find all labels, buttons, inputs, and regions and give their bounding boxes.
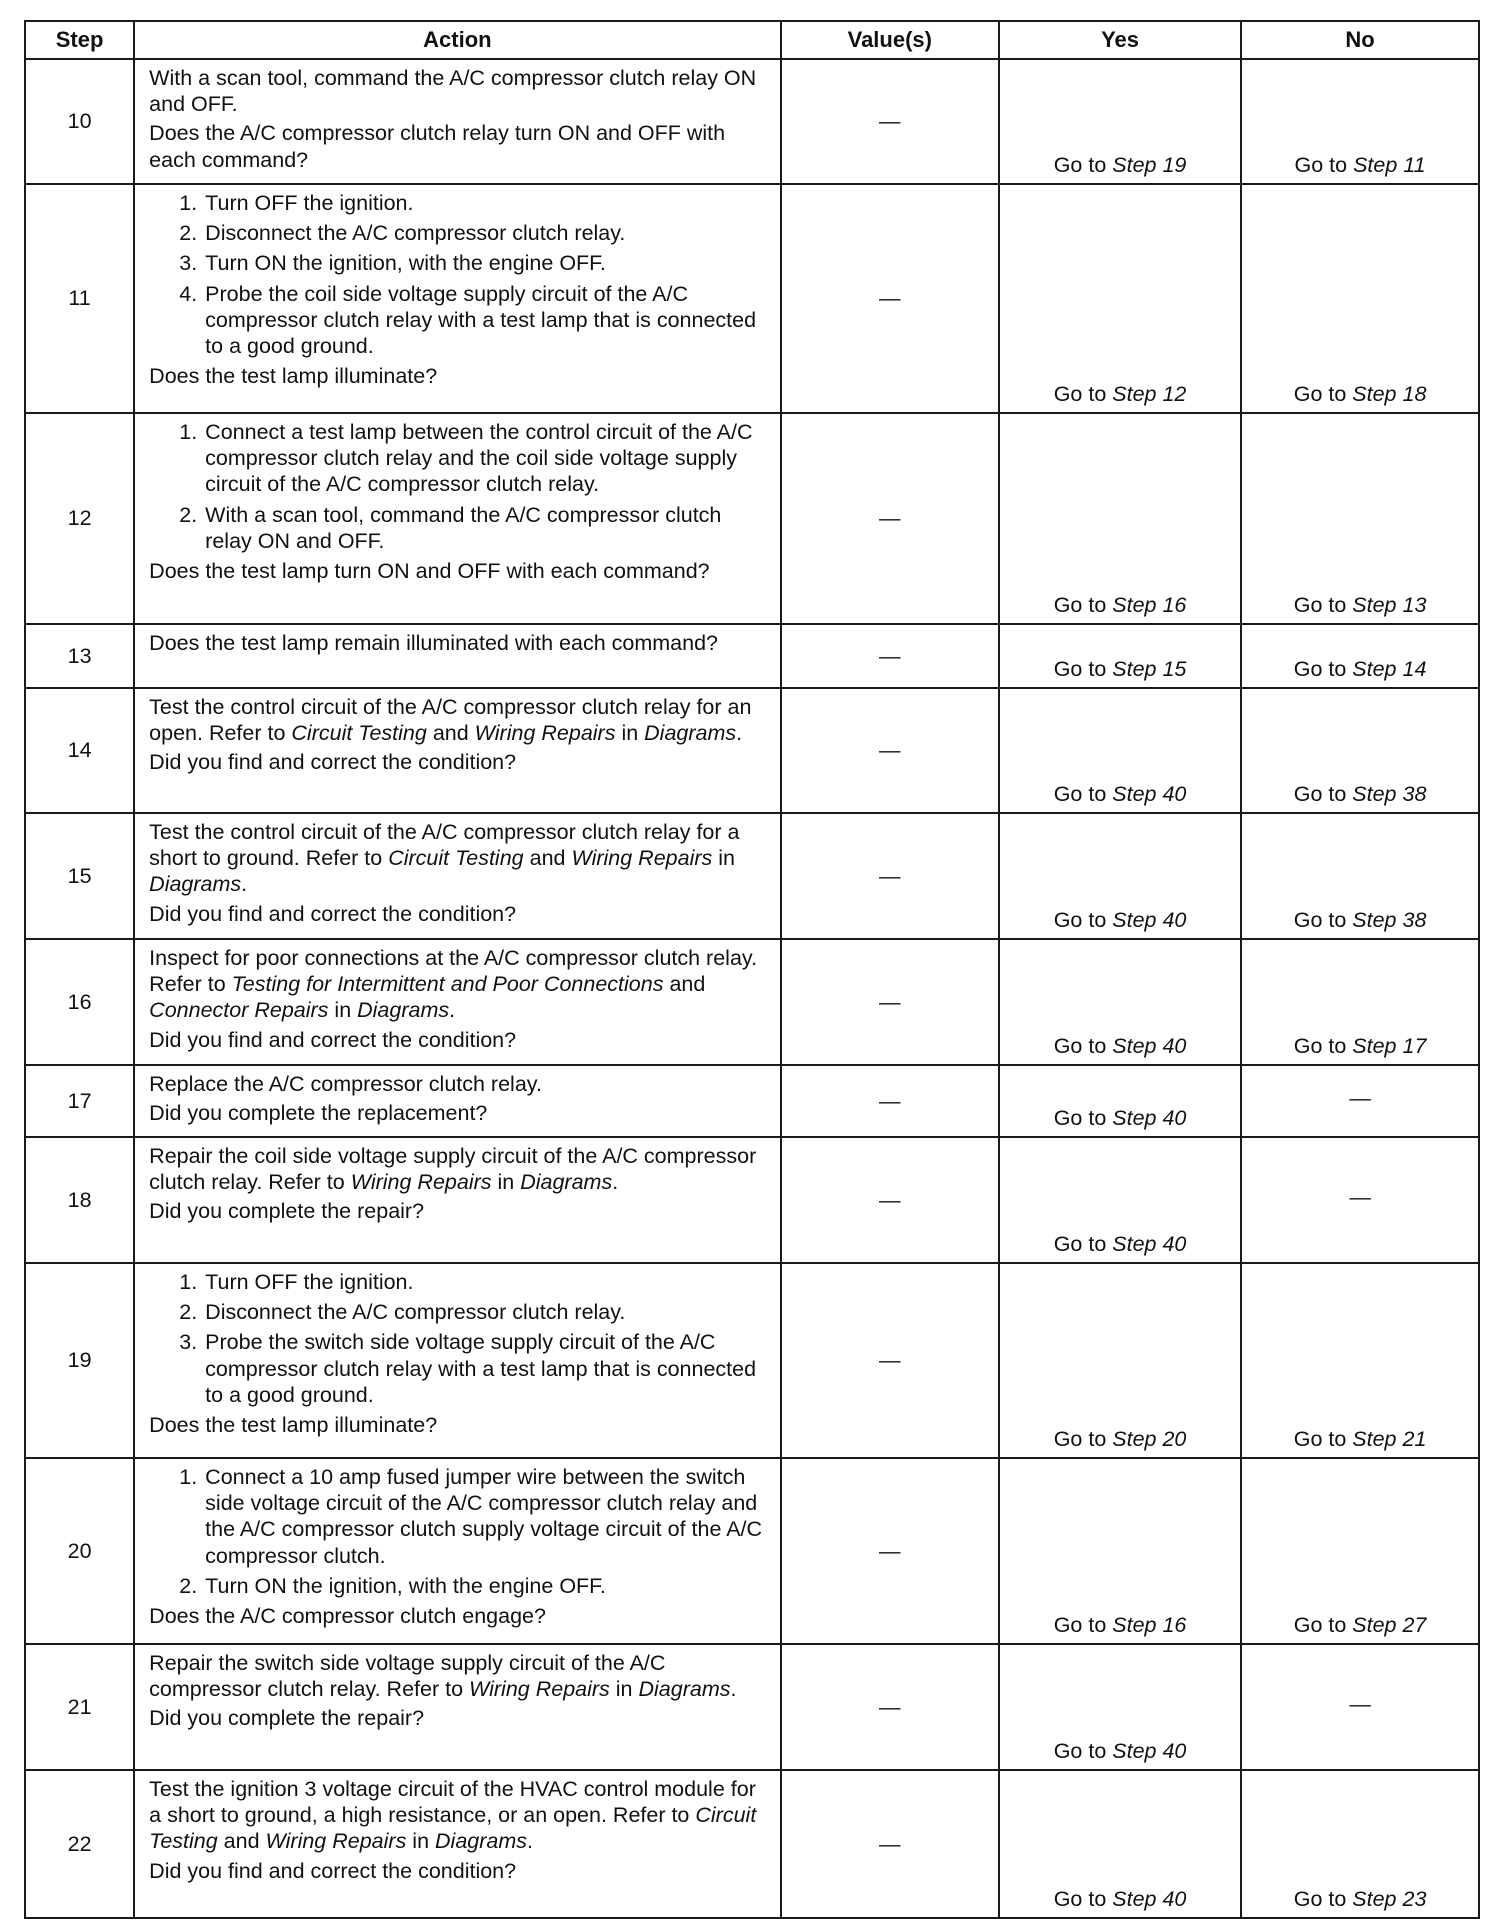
yes-cell [999, 1644, 1241, 1770]
table-header-row [25, 21, 1479, 59]
no-step-link[interactable]: Step 13 [1352, 592, 1427, 617]
yes-goto-text: Go to [1053, 592, 1113, 617]
action-text: Test the ignition 3 voltage circuit of the HVAC control module for a short to ground, a high resistance, or an open. Refer to Circuit Testing and Wiring Repairs in Diagrams. [149, 1777, 757, 1854]
reference-diagrams[interactable]: Diagrams [520, 1170, 613, 1195]
action-text: With a scan tool, command the A/C compressor clutch relay ON and OFF. [149, 66, 757, 117]
step-number: 11 [25, 184, 134, 413]
table-row [25, 1065, 1479, 1137]
no-step-link[interactable]: Step 27 [1352, 1612, 1427, 1637]
reference-intermittent-connections[interactable]: Testing for Intermittent and Poor Connections [231, 972, 664, 997]
action-cell [134, 939, 780, 1065]
value-cell: — [781, 813, 999, 939]
action-question: Did you find and correct the condition? [149, 1858, 517, 1883]
action-cell [134, 1770, 780, 1918]
action-list [149, 190, 769, 359]
no-cell [1241, 939, 1479, 1065]
reference-wiring-repairs[interactable]: Wiring Repairs [474, 721, 616, 746]
step-number: 12 [25, 413, 134, 624]
reference-diagrams[interactable]: Diagrams [435, 1829, 528, 1854]
action-question: Does the test lamp illuminate? [149, 1413, 438, 1438]
action-question: Did you complete the replacement? [149, 1101, 488, 1126]
list-item: 3. Probe the switch side voltage supply circuit of the A/C compressor clutch relay with a test lamp that is connected to a good ground. [179, 1330, 757, 1407]
action-list [149, 1464, 769, 1599]
yes-step-link[interactable]: Step 40 [1112, 1033, 1187, 1058]
step-number: 19 [25, 1263, 134, 1458]
yes-goto-text: Go to [1053, 1738, 1113, 1763]
no-cell [1241, 413, 1479, 624]
no-goto-text: Go to [1293, 1426, 1353, 1451]
list-item: 2. Turn ON the ignition, with the engine OFF. [179, 1573, 606, 1598]
action-cell [134, 624, 780, 688]
yes-goto-text: Go to [1053, 781, 1113, 806]
no-cell [1241, 624, 1479, 688]
table-row [25, 813, 1479, 939]
no-goto-text: Go to [1293, 907, 1353, 932]
no-cell: — [1241, 1644, 1479, 1770]
no-cell [1241, 813, 1479, 939]
action-list [149, 419, 769, 554]
action-list [149, 1269, 769, 1408]
no-step-link[interactable]: Step 21 [1352, 1426, 1427, 1451]
header-step: Step [25, 21, 134, 59]
yes-cell [999, 624, 1241, 688]
yes-goto-text: Go to [1053, 1033, 1113, 1058]
yes-step-link[interactable]: Step 19 [1112, 152, 1187, 177]
step-number: 21 [25, 1644, 134, 1770]
action-question: Does the A/C compressor clutch engage? [149, 1604, 546, 1629]
diagnostic-table [24, 20, 1480, 1919]
action-question: Did you find and correct the condition? [149, 1027, 517, 1052]
yes-goto-text: Go to [1053, 1426, 1113, 1451]
action-cell [134, 1263, 780, 1458]
no-goto-text: Go to [1294, 152, 1354, 177]
action-question: Did you find and correct the condition? [149, 750, 517, 775]
reference-diagrams[interactable]: Diagrams [149, 872, 242, 897]
value-cell: — [781, 1770, 999, 1918]
yes-cell [999, 1770, 1241, 1918]
table-row [25, 413, 1479, 624]
yes-step-link[interactable]: Step 40 [1112, 781, 1187, 806]
reference-wiring-repairs[interactable]: Wiring Repairs [350, 1170, 492, 1195]
reference-circuit-testing[interactable]: Circuit Testing [149, 1803, 757, 1854]
action-text: Repair the switch side voltage supply circuit of the A/C compressor clutch relay. Refer to Wiring Repairs in Diagrams. [149, 1651, 737, 1702]
list-item: 1. Connect a test lamp between the control circuit of the A/C compressor clutch relay and the coil side voltage supply circuit of the A/C compressor clutch relay. [179, 420, 753, 497]
header-values: Value(s) [781, 21, 999, 59]
table-row [25, 688, 1479, 813]
yes-step-link[interactable]: Step 16 [1112, 1612, 1187, 1637]
yes-cell [999, 688, 1241, 813]
header-yes: Yes [999, 21, 1241, 59]
table-row [25, 624, 1479, 688]
action-cell [134, 59, 780, 184]
value-cell: — [781, 184, 999, 413]
yes-cell [999, 939, 1241, 1065]
yes-cell [999, 1137, 1241, 1263]
yes-step-link[interactable]: Step 15 [1112, 656, 1187, 681]
yes-cell [999, 59, 1241, 184]
list-item: 2. With a scan tool, command the A/C compressor clutch relay ON and OFF. [179, 502, 722, 553]
list-item: 3. Turn ON the ignition, with the engine OFF. [179, 251, 606, 276]
step-number: 17 [25, 1065, 134, 1137]
list-item: 1. Turn OFF the ignition. [179, 191, 414, 215]
yes-cell [999, 813, 1241, 939]
list-item: 1. Connect a 10 amp fused jumper wire between the switch side voltage circuit of the A/C compressor clutch relay and the A/C compressor clutch supply voltage circuit of the A/C compressor clutch. [179, 1465, 763, 1568]
no-step-link[interactable]: Step 17 [1352, 1033, 1427, 1058]
action-question: Does the test lamp illuminate? [149, 364, 438, 389]
table-row [25, 1458, 1479, 1644]
yes-step-link[interactable]: Step 20 [1112, 1426, 1187, 1451]
action-text: Repair the coil side voltage supply circuit of the A/C compressor clutch relay. Refer to Wiring Repairs in Diagrams. [149, 1144, 757, 1195]
action-question: Does the test lamp turn ON and OFF with each command? [149, 559, 710, 584]
step-number: 16 [25, 939, 134, 1065]
step-number: 14 [25, 688, 134, 813]
list-item: 1. Turn OFF the ignition. [179, 1270, 414, 1294]
value-cell: — [781, 1263, 999, 1458]
action-question: Does the test lamp remain illuminated with each command? [149, 631, 718, 655]
action-question: Did you complete the repair? [149, 1199, 425, 1224]
value-cell: — [781, 939, 999, 1065]
yes-goto-text: Go to [1053, 152, 1113, 177]
action-text: Replace the A/C compressor clutch relay. [149, 1072, 542, 1096]
yes-step-link[interactable]: Step 40 [1112, 1886, 1187, 1911]
no-goto-text: Go to [1293, 1886, 1353, 1911]
step-number: 18 [25, 1137, 134, 1263]
list-item: 2. Disconnect the A/C compressor clutch relay. [179, 221, 626, 246]
action-text: Test the control circuit of the A/C compressor clutch relay for an open. Refer to Circuit Testing and Wiring Repairs in Diagrams. [149, 695, 752, 746]
action-cell [134, 813, 780, 939]
value-cell: — [781, 413, 999, 624]
header-no: No [1241, 21, 1479, 59]
action-question: Does the A/C compressor clutch relay turn ON and OFF with each command? [149, 121, 726, 172]
action-cell [134, 413, 780, 624]
reference-diagrams[interactable]: Diagrams [357, 998, 450, 1023]
yes-goto-text: Go to [1053, 1612, 1113, 1637]
yes-goto-text: Go to [1053, 1886, 1113, 1911]
step-number: 13 [25, 624, 134, 688]
no-cell [1241, 59, 1479, 184]
value-cell: — [781, 59, 999, 184]
reference-diagrams[interactable]: Diagrams [638, 1677, 731, 1702]
action-cell [134, 1137, 780, 1263]
no-goto-text: Go to [1293, 781, 1353, 806]
no-cell [1241, 184, 1479, 413]
header-action: Action [134, 21, 780, 59]
value-cell: — [781, 624, 999, 688]
no-cell [1241, 1458, 1479, 1644]
no-step-link[interactable]: Step 38 [1352, 907, 1427, 932]
yes-step-link[interactable]: Step 40 [1112, 1105, 1187, 1130]
yes-step-link[interactable]: Step 40 [1112, 1231, 1187, 1256]
action-text: Test the control circuit of the A/C compressor clutch relay for a short to ground. Refer to Circuit Testing and Wiring Repairs in Diagrams. [149, 820, 740, 897]
yes-goto-text: Go to [1053, 656, 1113, 681]
table-row [25, 1263, 1479, 1458]
action-question: Did you complete the repair? [149, 1706, 425, 1731]
no-goto-text: Go to [1293, 1033, 1353, 1058]
reference-wiring-repairs[interactable]: Wiring Repairs [571, 846, 713, 871]
no-step-link[interactable]: Step 38 [1352, 781, 1427, 806]
yes-goto-text: Go to [1053, 381, 1113, 406]
list-item: 2. Disconnect the A/C compressor clutch relay. [179, 1300, 626, 1325]
table-row [25, 1137, 1479, 1263]
reference-wiring-repairs[interactable]: Wiring Repairs [265, 1829, 407, 1854]
yes-step-link[interactable]: Step 40 [1112, 907, 1187, 932]
reference-wiring-repairs[interactable]: Wiring Repairs [469, 1677, 610, 1702]
no-step-link[interactable]: Step 11 [1353, 152, 1426, 177]
yes-goto-text: Go to [1053, 1105, 1113, 1130]
action-cell [134, 1644, 780, 1770]
yes-cell [999, 1458, 1241, 1644]
yes-cell [999, 1263, 1241, 1458]
no-step-link[interactable]: Step 14 [1352, 656, 1427, 681]
list-item: 4. Probe the coil side voltage supply circuit of the A/C compressor clutch relay with a test lamp that is connected to a good ground. [179, 281, 757, 359]
table-row [25, 184, 1479, 413]
reference-diagrams[interactable]: Diagrams [644, 721, 737, 746]
value-cell: — [781, 1458, 999, 1644]
reference-connector-repairs[interactable]: Connector Repairs [149, 998, 329, 1023]
no-goto-text: Go to [1293, 381, 1353, 406]
no-cell: — [1241, 1137, 1479, 1263]
no-cell [1241, 1770, 1479, 1918]
no-cell [1241, 688, 1479, 813]
no-goto-text: Go to [1293, 592, 1353, 617]
action-cell [134, 184, 780, 413]
action-cell [134, 1458, 780, 1644]
table-row [25, 59, 1479, 184]
action-cell [134, 688, 780, 813]
step-number: 20 [25, 1458, 134, 1644]
no-cell [1241, 1263, 1479, 1458]
yes-goto-text: Go to [1053, 907, 1113, 932]
reference-circuit-testing[interactable]: Circuit Testing [388, 846, 524, 871]
table-row [25, 1770, 1479, 1918]
yes-step-link[interactable]: Step 12 [1112, 381, 1187, 406]
no-cell: — [1241, 1065, 1479, 1137]
step-number: 10 [25, 59, 134, 184]
yes-goto-text: Go to [1053, 1231, 1113, 1256]
yes-step-link[interactable]: Step 40 [1112, 1738, 1187, 1763]
action-cell [134, 1065, 780, 1137]
yes-cell [999, 413, 1241, 624]
yes-cell [999, 1065, 1241, 1137]
action-text: Inspect for poor connections at the A/C compressor clutch relay. Refer to Testing for Intermittent and Poor Connections and Connector Repairs in Diagrams. [149, 946, 758, 1023]
step-number: 15 [25, 813, 134, 939]
no-step-link[interactable]: Step 18 [1352, 381, 1427, 406]
value-cell: — [781, 688, 999, 813]
yes-cell [999, 184, 1241, 413]
no-goto-text: Go to [1293, 1612, 1353, 1637]
table-row [25, 939, 1479, 1065]
yes-step-link[interactable]: Step 16 [1112, 592, 1187, 617]
value-cell: — [781, 1137, 999, 1263]
action-question: Did you find and correct the condition? [149, 901, 517, 926]
value-cell: — [781, 1644, 999, 1770]
table-row [25, 1644, 1479, 1770]
reference-circuit-testing[interactable]: Circuit Testing [291, 721, 427, 746]
no-goto-text: Go to [1293, 656, 1353, 681]
step-number: 22 [25, 1770, 134, 1918]
no-step-link[interactable]: Step 23 [1352, 1886, 1427, 1911]
value-cell: — [781, 1065, 999, 1137]
